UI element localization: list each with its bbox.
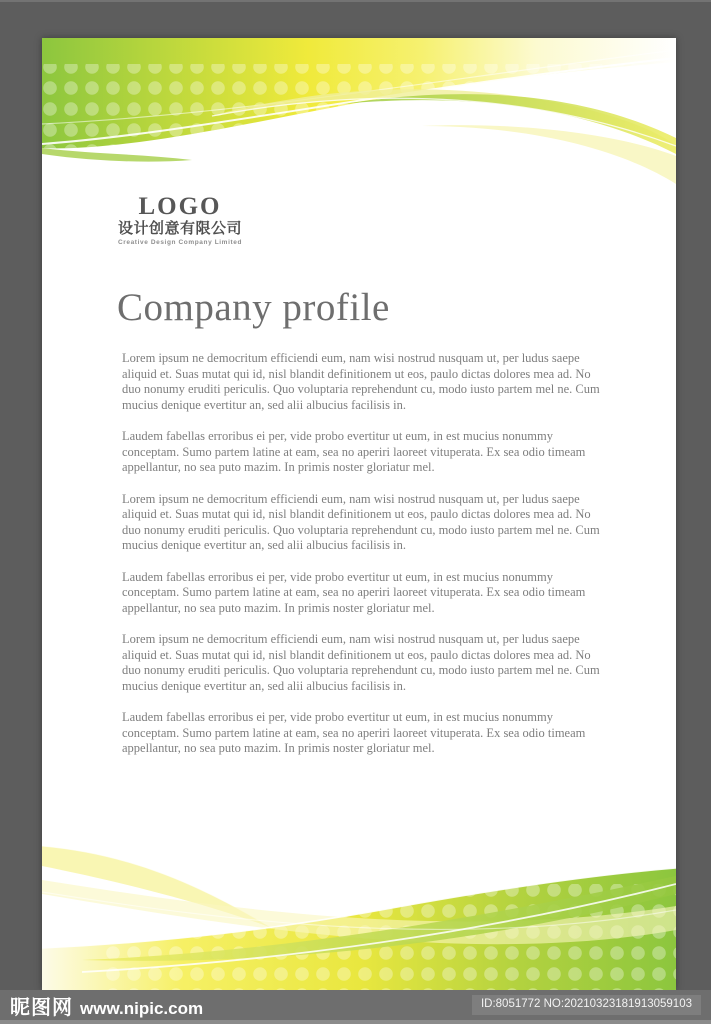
text-block bbox=[122, 632, 606, 757]
frame-top-edge bbox=[0, 0, 711, 2]
company-logo bbox=[75, 194, 285, 247]
page-title: Company profile bbox=[117, 286, 390, 329]
paragraph: Laudem fabellas erroribus ei per, vide probo evertitur ut eum, in est mucius nonummy conceptam. Sumo partem latine at eam, sea no aperiri laoreet vituperata. Ex sea odio timeam appellantur, no sea puto mazim. In primis noster gloriatur mel. bbox=[122, 569, 586, 615]
nipic-watermark bbox=[10, 991, 203, 1020]
bottom-wave-decoration bbox=[42, 840, 676, 990]
image-id-badge: ID:8051772 NO:20210323181913059103 bbox=[472, 995, 701, 1015]
paragraph: Lorem ipsum ne democritum efficiendi eum, nam wisi nostrud nusquam ut, per ludus saepe aliquid et. Suas mutat qui id, nisl blandit definitionem ut eos, paulo dictas dolores mea ad. No duo nonumy eruditi periculis. Quo voluptaria reprehendunt cu, modo iusto partem mel ne. Cum mucius denique evertitur an, sed alii albucius facilisis in. bbox=[122, 491, 600, 552]
logo-company-name-en: Creative Design Company Limited bbox=[117, 239, 243, 246]
watermark-bar bbox=[0, 990, 711, 1024]
text-block bbox=[122, 351, 606, 476]
logo-wordmark: LOGO bbox=[138, 193, 222, 220]
text-block bbox=[122, 492, 606, 617]
nipic-url: www.nipic.com bbox=[80, 998, 204, 1018]
letterhead-page bbox=[42, 38, 676, 990]
paragraph: Lorem ipsum ne democritum efficiendi eum, nam wisi nostrud nusquam ut, per ludus saepe aliquid et. Suas mutat qui id, nisl blandit definitionem ut eos, paulo dictas dolores mea ad. No duo nonumy eruditi periculis. Quo voluptaria reprehendunt cu, modo iusto partem mel ne. Cum mucius denique evertitur an, sed alii albucius facilisis in. bbox=[122, 351, 600, 412]
nipic-logo: 昵图网 bbox=[10, 996, 73, 1019]
body-copy bbox=[122, 351, 606, 773]
top-wave-decoration bbox=[42, 38, 676, 188]
logo-company-name-cn: 设计创意有限公司 bbox=[117, 220, 242, 238]
paragraph: Laudem fabellas erroribus ei per, vide probo evertitur ut eum, in est mucius nonummy conceptam. Sumo partem latine at eam, sea no aperiri laoreet vituperata. Ex sea odio timeam appellantur, no sea puto mazim. In primis noster gloriatur mel. bbox=[122, 429, 586, 474]
paragraph: Lorem ipsum ne democritum efficiendi eum, nam wisi nostrud nusquam ut, per ludus saepe aliquid et. Suas mutat qui id, nisl blandit definitionem ut eos, paulo dictas dolores mea ad. No duo nonumy eruditi periculis. Quo voluptaria reprehendunt cu, modo iusto partem mel ne. Cum mucius denique evertitur an, sed alii albucius facilisis in. bbox=[122, 632, 600, 693]
watermark-row bbox=[0, 990, 711, 1020]
watermark-bar-strip bbox=[0, 1020, 711, 1024]
paragraph: Laudem fabellas erroribus ei per, vide probo evertitur ut eum, in est mucius nonummy conceptam. Sumo partem latine at eam, sea no aperiri laoreet vituperata. Ex sea odio timeam appellantur, no sea puto mazim. In primis noster gloriatur mel. bbox=[122, 710, 586, 755]
